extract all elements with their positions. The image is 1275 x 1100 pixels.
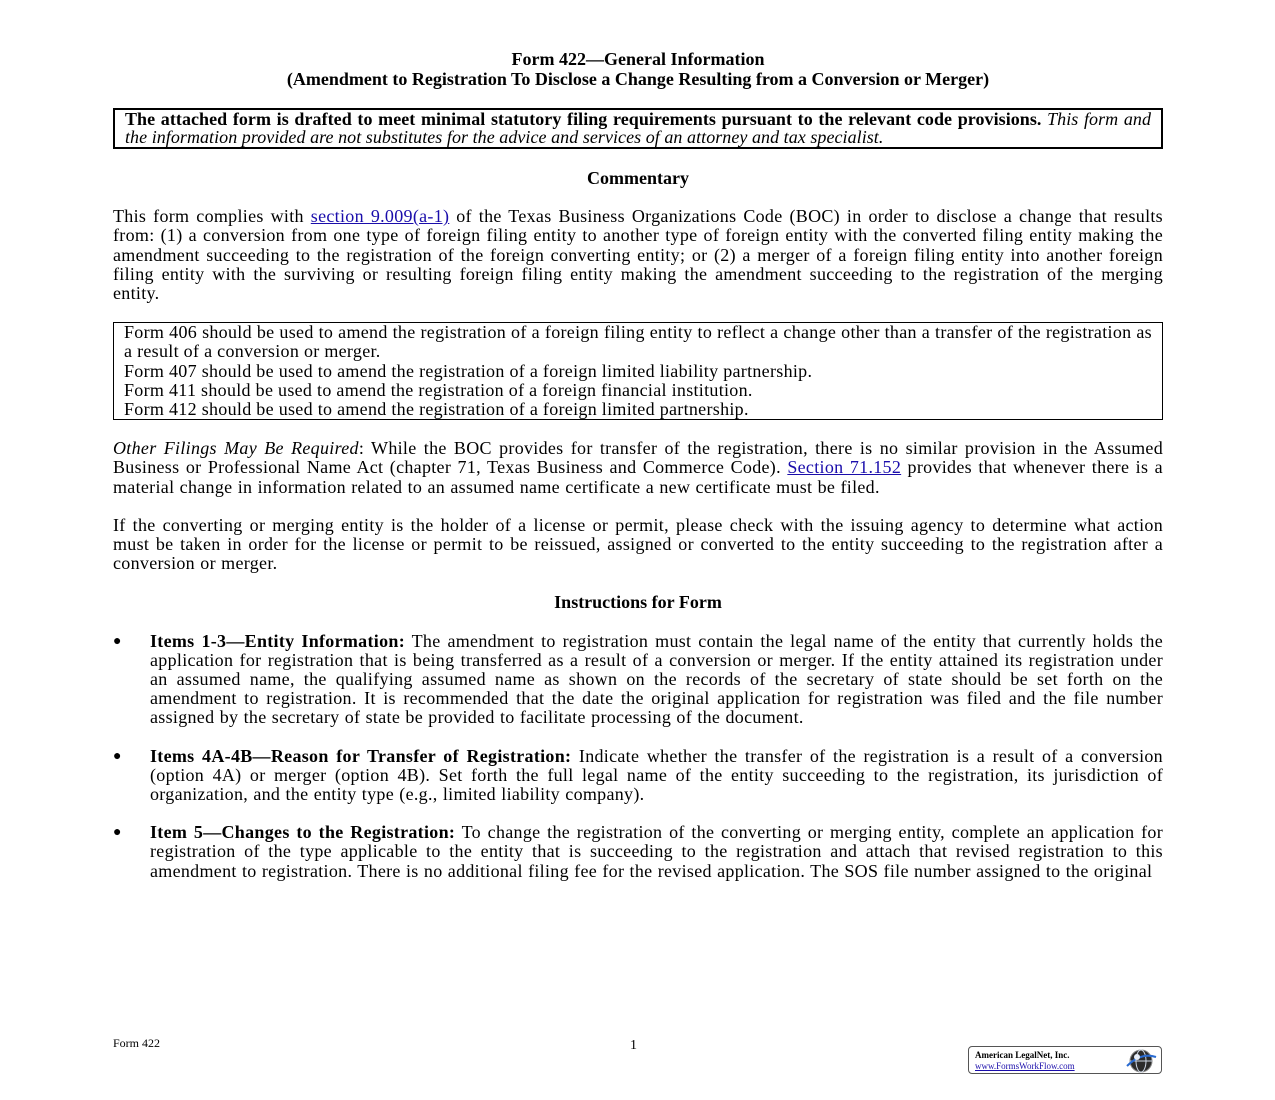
commentary-heading: Commentary (587, 168, 689, 188)
americanlegalnet-logo[interactable] (968, 1046, 1162, 1074)
item-label: Item 5—Changes to the Registration: (150, 822, 456, 843)
instructions-heading: Instructions for Form (554, 592, 722, 613)
footer-form-label: Form 422 (113, 1036, 161, 1050)
other-filings-text-1: : While the BOC provides for transfer of the registration, there is no similar provision in the Assumed Business or Professional Name Act (chapter 71, Texas Business and Commerce Code). (113, 438, 1163, 478)
commentary-text-after: of the Texas Business Organizations Code (BOC) in order to disclose a change that results from: (1) a conversion from one type of foreign filing entity to another type of foreign entity with the converted filing entity making the amendment succeeding to the registration of the foreign converting entity; or (2) a merger of a foreign filing entity into another foreign filing entity with the surviving or resulting foreign filing entity making the amendment succeeding to the registration of the merging entity. (113, 206, 1163, 304)
page-title (113, 50, 1163, 89)
instructions-list (113, 632, 1163, 881)
license-permit-paragraph: If the converting or merging entity is the holder of a license or permit, please check with the issuing agency to determine what action must be taken in order for the license or permit to be reissued, assigned or converted to the entity succeeding to the registration after a conversion or merger. (113, 514, 1163, 574)
form-407-note: Form 407 should be used to amend the registration of a foreign limited liability partnership. (124, 360, 813, 381)
bullet-icon: ● (113, 748, 122, 764)
notice-bold-text: The attached form is drafted to meet minimal statutory filing requirements pursuant to the relevant code provisions. (125, 109, 1042, 129)
item-label: Items 4A-4B—Reason for Transfer of Registration: (150, 745, 572, 766)
commentary-paragraph (113, 207, 1163, 303)
list-item (113, 823, 1163, 881)
form-411-note: Form 411 should be used to amend the registration of a foreign financial institution. (124, 379, 753, 400)
other-filings-label: Other Filings May Be Required (113, 438, 359, 459)
notice-italic-text: This form and the information provided are not substitutes for the advice and services of an attorney and tax specialist. (125, 109, 1151, 147)
title-line-1: Form 422—General Information (511, 49, 765, 69)
item-text: To change the registration of the converting or merging entity, complete an application for registration of the type applicable to the entity that is succeeding to the registration and attach that revised registration to this amendment to registration. There is no additional filing fee for the revised application. The SOS file number assigned to the original (150, 822, 1163, 881)
section-71-152-link[interactable]: Section 71.152 (787, 457, 902, 478)
list-item (113, 632, 1163, 728)
list-item (113, 747, 1163, 805)
globe-icon (1124, 1048, 1158, 1074)
bullet-icon: ● (113, 825, 122, 841)
item-text: Indicate whether the transfer of the registration is a result of a conversion (option 4A) or merger (option 4B). Set forth the full legal name of the entity succeeding to the registration, its jurisdiction of organization, and the entity type (e.g., limited liability company). (150, 745, 1163, 805)
logo-website-link[interactable]: www.FormsWorkFlow.com (975, 1061, 1075, 1071)
commentary-text-before: This form complies with (113, 206, 311, 227)
document-page (113, 50, 1163, 881)
other-filings-text-2: provides that whenever there is a material change in information related to an assumed name certificate a new certificate must be filed. (113, 457, 1163, 497)
item-label: Items 1-3—Entity Information: (150, 630, 405, 651)
form-412-note: Form 412 should be used to amend the registration of a foreign limited partnership. (124, 399, 749, 420)
other-filings-paragraph (113, 439, 1163, 497)
logo-company-name: American LegalNet, Inc. (975, 1050, 1070, 1060)
title-line-2: (Amendment to Registration To Disclose a Change Resulting from a Conversion or Merger) (286, 68, 990, 89)
related-forms-box (113, 322, 1163, 420)
form-406-note: Form 406 should be used to amend the registration of a foreign filing entity to reflect a change other than a transfer of the registration as a result of a conversion or merger. (124, 322, 1152, 362)
bullet-icon: ● (113, 633, 122, 649)
page-number: 1 (630, 1038, 637, 1053)
disclaimer-notice-box (113, 108, 1163, 149)
section-9-009-link[interactable]: section 9.009(a-1) (310, 206, 450, 227)
item-text: The amendment to registration must contain the legal name of the entity that currently holds the application for registration that is being transferred as a result of a conversion or merger. If the entity attained its registration under an assumed name, the qualifying assumed name as shown on the records of the secretary of state should be set forth on the amendment to registration. It is recommended that the date the original application for registration was filed and the file number assigned by the secretary of state be provided to facilitate processing of the document. (150, 630, 1163, 728)
